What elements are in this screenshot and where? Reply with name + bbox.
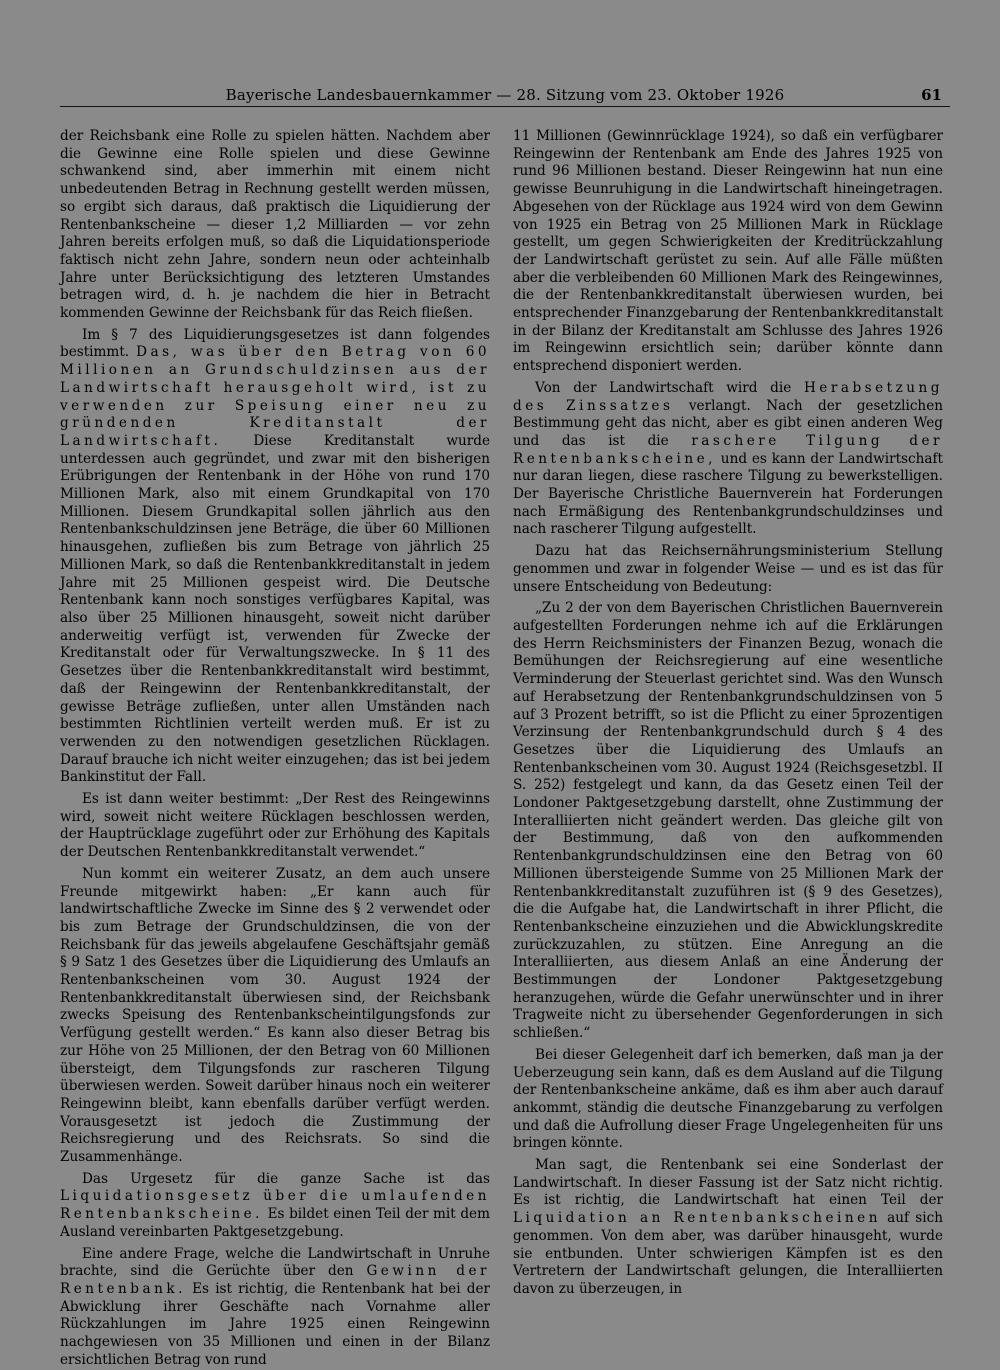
running-header: [60, 86, 950, 107]
paragraph-text: Das Urgesetz für die ganze Sache ist das: [82, 1170, 490, 1187]
paragraph-text: auf sich genommen. Von dem aber, was darüber hinausgeht, wurde sie entbunden. Unter schwierigen Kämpfen ist es den Vertretern der Landwirtschaft gelungen, die Interalliierten davon zu überzeugen, in: [513, 1210, 943, 1297]
spaced-emphasis: Liquidationsgesetz über die umlaufenden Rentenbankscheine.: [60, 1188, 490, 1223]
paragraph: [60, 1246, 490, 1370]
paragraph-text: Es ist richtig, die Rentenbank hat bei der Abwicklung ihrer Geschäfte nach Vornahme aller Rückzahlungen im Jahre 1925 einen Reingewinn nachgewiesen von 35 Millionen und einen in der Bilanz ersichtlichen Betrag von rund: [60, 1281, 490, 1368]
spaced-emphasis: Das, was über den Betrag von 60 Millionen an Grundschuldzinsen aus der Landwirtschaft herausgeholt wird, ist zu verwenden zur Speisung einer neu zu gründenden Kreditanstalt der Landwirtschaft.: [60, 344, 490, 449]
running-title: Bayerische Landesbauernkammer — 28. Sitzung vom 23. Oktober 1926: [225, 86, 785, 104]
paragraph-text: und es kann der Landwirtschaft nur daran liegen, diese raschere Tilgung zu bewerkstelligen. Der Bayerische Christliche Bauernverein hat Forderungen nach Ermäßigung des Rentenbankgrundschuldzinses und nach rascherer Tilgung aufgestellt.: [513, 450, 943, 538]
paragraph: der Reichsbank eine Rolle zu spielen hätten. Nachdem aber die Gewinne eine Rolle spielen und diese Gewinne schwankend sind, aber immerhin mit einem nicht unbedeutenden Betrag in Rechnung gestellt werden müssen, so ergibt sich daraus, daß praktisch die Liquidierung der Rentenbankscheine — dieser 1,2 Milliarden — vor zehn Jahren bereits erfolgen muß, so daß die Liquidationsperiode faktisch nicht zehn Jahre, sondern neun oder achteinhalb Jahre unter Berücksichtigung des letzteren Umstandes betragen wird, d. h. je nachdem die hier in Betracht kommenden Gewinne der Reichsbank für das Reich fließen.: [60, 128, 490, 322]
paragraph: [60, 327, 490, 787]
paragraph: [513, 380, 943, 539]
right-column: [513, 128, 943, 1299]
paragraph: 11 Millionen (Gewinnrücklage 1924), so daß ein verfügbarer Reingewinn der Rentenbank am Ende des Jahres 1925 von rund 96 Millionen bestand. Dieser Reingewinn hat nun eine gewisse Beunruhigung in die Landwirtschaft hineingetragen. Abgesehen von der Rücklage aus 1924 wird von dem Gewinn von 1925 ein Betrag von 25 Millionen Mark in Rücklage gestellt, um gegen Schwierigkeiten der Kreditrückzahlung der Landwirtschaft gerüstet zu sein. Auf alle Fälle müßten aber die verbleibenden 60 Millionen Mark des Reingewinnes, die der Rentenbankkreditanstalt überwiesen wurden, bei entsprechender Finanzgebarung der Rentenbankkreditanstalt in der Bilanz der Kreditanstalt am Schlusse des Jahres 1926 im Reingewinn ersichtlich sein; darüber könnte dann entsprechend disponiert werden.: [513, 128, 943, 375]
paragraph: Bei dieser Gelegenheit darf ich bemerken, daß man ja der Ueberzeugung sein kann, daß es dem Ausland auf die Tilgung der Rentenbankscheine ankäme, daß es ihm aber auch darauf ankommt, ständig die deutsche Finanzgebarung zu verfolgen und daß die Aufrollung dieser Frage Ungelegenheiten für uns bringen könnte.: [513, 1046, 943, 1152]
paragraph-text: Eine andere Frage, welche die Landwirtschaft in Unruhe brachte, sind die Gerüchte über den: [60, 1245, 490, 1280]
paragraph: [60, 1171, 490, 1242]
paragraph-text: Diese Kreditanstalt wurde unterdessen auch gegründet, und zwar mit den bisherigen Erübrigungen der Rentenbank in der Höhe von rund 170 Millionen Mark, also mit einem Grundkapital von 170 Millionen. Diesem Grundkapital sollen jährlich aus den Rentenbankschuldzinsen jene Beträge, die über 60 Millionen hinausgehen, zufließen bis zum Betrage von jährlich 25 Millionen Mark, so daß die Rentenbankkreditanstalt in jedem Jahre mit 25 Millionen gespeist wird. Die Deutsche Rentenbank kann noch sonstiges verfügbares Kapital, was also über 25 Millionen hinausgeht, soweit nicht darüber anderweitig verfügt ist, verwenden für Zwecke der Kreditanstalt oder für Verwaltungszwecke. In § 11 des Gesetzes über die Rentenbankkreditanstalt wird bestimmt, daß der Reingewinn der Rentenbankkreditanstalt, der gewisse Beträge zufließen, unter allen Umständen nach bestimmten Richtlinien verteilt werden muß. Er ist zu verwenden zu den notwendigen gesetzlichen Rücklagen. Darauf brauche ich nicht weiter einzugehen; das ist bei jedem Bankinstitut der Fall.: [60, 432, 490, 786]
paragraph-text: Es bildet einen Teil der mit dem Ausland vereinbarten Paktgesetzgebung.: [60, 1206, 490, 1240]
spaced-emphasis: Gewinn der Rentenbank.: [60, 1263, 490, 1297]
paragraph: Es ist dann weiter bestimmt: „Der Rest des Reingewinns wird, soweit nicht weitere Rücklagen beschlossen werden, der Hauptrücklage zugeführt oder zur Erhöhung des Kapitals der Deutschen Rentenbankkreditanstalt verwendet.“: [60, 791, 490, 861]
left-column: [60, 128, 490, 1370]
spaced-emphasis: Herabsetzung des Zinssatzes: [513, 379, 943, 414]
spaced-emphasis: raschere Tilgung der Rentenbankscheine,: [513, 432, 943, 467]
paragraph-text: Man sagt, die Rentenbank sei eine Sonderlast der Landwirtschaft. In dieser Fassung ist der Satz nicht richtig. Es ist richtig, die Landwirtschaft hat einen Teil der: [513, 1157, 943, 1209]
paragraph-text: Im § 7 des Liquidierungsgesetzes ist dann folgendes bestimmt.: [60, 326, 490, 361]
paragraph-text: Von der Landwirtschaft wird die: [535, 379, 804, 396]
quoted-paragraph: „Zu 2 der von dem Bayerischen Christlichen Bauernverein aufgestellten Forderungen nehme ich auf die Erklärungen des Herrn Reichsministers der Finanzen Bezug, wonach die Bemühungen der Reichsregierung auf eine wesentliche Verminderung der Steuerlast gerichtet sind. Was den Wunsch auf Herabsetzung der Rentenbankgrundschuldzinsen von 5 auf 3 Prozent betrifft, so ist die Pflicht zu einer 5prozentigen Verzinsung der Rentenbankgrundschuld durch § 4 des Gesetzes über die Liquidierung des Umlaufs an Rentenbankscheinen vom 30. August 1924 (Reichsgesetzbl. II S. 252) festgelegt und kann, da das Gesetz einen Teil der Londoner Paktgesetzgebung darstellt, ohne Zustimmung der Interalliierten nicht geändert werden. Das gleiche gilt von der Bestimmung, daß von den aufkommenden Rentenbankgrundschuldzinsen eine den Betrag von 60 Millionen übersteigende Summe von 25 Millionen Mark der Rentenbankkreditanstalt zuzuführen ist (§ 9 des Gesetzes), die die Aufgabe hat, die Landwirtschaft in ihrer Pflicht, die Rentenbankscheine einzuziehen und die Abwicklungskredite zurückzuzahlen, zu stützen. Eine Anregung an die Interalliierten, aus diesem Anlaß an eine Änderung der Bestimmungen der Londoner Paktgesetzgebung heranzugehen, würde die Gefahr unerwünschter und in ihrer Tragweite nicht zu übersehender Gegenforderungen in sich schließen.“: [513, 600, 943, 1042]
paragraph: Dazu hat das Reichsernährungsministerium Stellung genommen und zwar in folgender Weise — und es ist das für unsere Entscheidung von Bedeutung:: [513, 543, 943, 595]
spaced-emphasis: Liquidation an Rentenbankscheinen: [513, 1210, 881, 1227]
page-number: 61: [921, 86, 942, 104]
paragraph-text: verlangt. Nach der gesetzlichen Bestimmung geht das nicht, aber es gibt einen anderen Weg und das ist die: [513, 397, 943, 449]
paragraph: Nun kommt ein weiterer Zusatz, an dem auch unsere Freunde mitgewirkt haben: „Er kann auch für landwirtschaftliche Zwecke im Sinne des § 2 verwendet oder bis zum Betrage der Grundschuldzinsen, die von der Reichsbank für das jeweils abgelaufene Geschäftsjahr gemäß § 9 Satz 1 des Gesetzes über die Liquidierung des Umlaufs an Rentenbankscheinen vom 30. August 1924 der Rentenbankkreditanstalt überwiesen sind, der Reichsbank zwecks Speisung des Rentenbankscheintilgungsfonds zur Verfügung gestellt werden.“ Es kann also dieser Betrag bis zur Höhe von 25 Millionen, der den Betrag von 60 Millionen übersteigt, dem Tilgungsfonds zur rascheren Tilgung überwiesen werden. Soweit darüber hinaus noch ein weiterer Reingewinn bleibt, kann ebenfalls darüber verfügt werden. Vorausgesetzt ist jedoch die Zustimmung der Reichsregierung und des Reichsrats. So sind die Zusammenhänge.: [60, 865, 490, 1166]
paragraph: [513, 1157, 943, 1299]
